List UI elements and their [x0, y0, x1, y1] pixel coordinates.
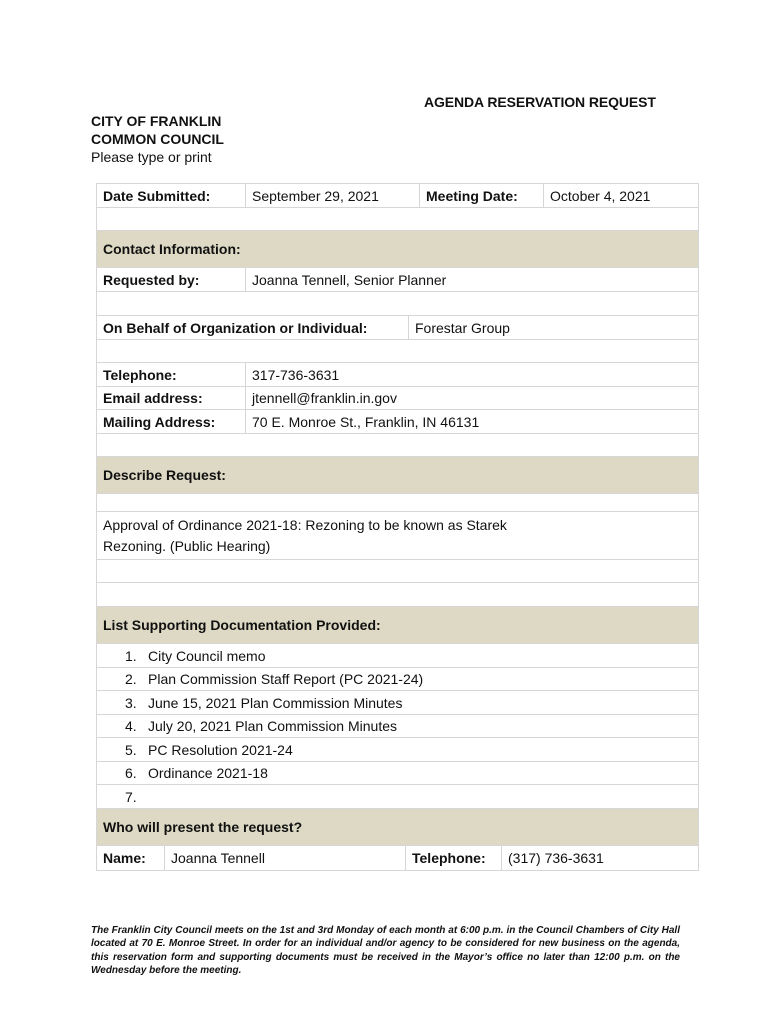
doc-number: 1. — [125, 647, 137, 664]
doc-text: Ordinance 2021-18 — [148, 765, 268, 781]
doc-text: PC Resolution 2021-24 — [148, 741, 293, 758]
describe-heading: Describe Request: — [103, 467, 226, 483]
council-name: COMMON COUNCIL — [91, 131, 224, 147]
doc-number: 7. — [125, 788, 137, 805]
request-line-1: Approval of Ordinance 2021-18: Rezoning to be known as Starek — [103, 517, 507, 533]
print-instruction: Please type or print — [91, 149, 212, 165]
date-submitted-field[interactable]: September 29, 2021 — [245, 184, 419, 207]
blank-row — [97, 583, 698, 607]
doc-text: Plan Commission Staff Report (PC 2021-24) — [148, 671, 424, 687]
blank-row — [97, 340, 698, 363]
email-label: Email address: — [103, 390, 203, 406]
email-field[interactable]: jtennell@franklin.in.gov — [245, 387, 698, 409]
date-row — [97, 184, 698, 208]
request-description-field[interactable] — [97, 512, 698, 560]
reservation-form — [96, 183, 699, 871]
contact-heading: Contact Information: — [103, 241, 241, 257]
doc-item[interactable] — [97, 691, 698, 715]
requested-by-row — [97, 268, 698, 292]
mailing-label: Mailing Address: — [103, 413, 216, 430]
doc-item[interactable] — [97, 762, 698, 785]
contact-heading-row — [97, 231, 698, 268]
doc-item[interactable] — [97, 668, 698, 691]
page-title: AGENDA RESERVATION REQUEST — [424, 94, 656, 110]
doc-number: 2. — [125, 671, 137, 687]
presenter-heading-row — [97, 809, 698, 846]
request-line-2: Rezoning. (Public Hearing) — [103, 538, 271, 554]
behalf-field[interactable]: Forestar Group — [408, 316, 698, 339]
requested-by-label: Requested by: — [103, 271, 200, 288]
doc-text: City Council memo — [148, 647, 266, 664]
behalf-label: On Behalf of Organization or Individual: — [103, 319, 368, 336]
blank-row — [97, 434, 698, 457]
blank-row — [97, 560, 698, 583]
presenter-phone-label: Telephone: — [405, 846, 501, 870]
docs-heading-row — [97, 607, 698, 644]
blank-row — [97, 292, 698, 316]
doc-number: 4. — [125, 718, 137, 734]
doc-item[interactable] — [97, 715, 698, 738]
doc-number: 3. — [125, 694, 137, 711]
doc-item[interactable] — [97, 644, 698, 668]
telephone-field[interactable]: 317-736-3631 — [245, 363, 698, 386]
describe-heading-row — [97, 457, 698, 494]
mailing-field[interactable]: 70 E. Monroe St., Franklin, IN 46131 — [245, 410, 698, 433]
doc-item[interactable] — [97, 785, 698, 809]
mailing-row — [97, 410, 698, 434]
meeting-schedule-note: The Franklin City Council meets on the 1st and 3rd Monday of each month at 6:00 p.m. in the Council Chambers of City Hall located at 70 E. Monroe Street. In order for an individual and/or agency to be considered for new business on the agenda, this reservation form and supporting documents must be received in the Mayor’s office no later than 12:00 p.m. on the Wednesday before the meeting. — [91, 925, 680, 977]
presenter-heading: Who will present the request? — [103, 819, 303, 835]
telephone-row — [97, 363, 698, 387]
name-field[interactable]: Joanna Tennell — [164, 846, 405, 870]
doc-number: 5. — [125, 741, 137, 758]
presenter-row — [97, 846, 698, 871]
presenter-phone-field[interactable]: (317) 736-3631 — [501, 846, 698, 870]
doc-number: 6. — [125, 765, 137, 781]
city-name: CITY OF FRANKLIN — [91, 113, 222, 129]
date-submitted-label: Date Submitted: — [103, 187, 211, 204]
requested-by-field[interactable]: Joanna Tennell, Senior Planner — [245, 268, 698, 291]
blank-row — [97, 494, 698, 512]
name-label: Name: — [103, 850, 146, 866]
doc-text: July 20, 2021 Plan Commission Minutes — [148, 718, 398, 734]
meeting-date-label: Meeting Date: — [419, 184, 543, 207]
behalf-row — [97, 316, 698, 340]
docs-heading: List Supporting Documentation Provided: — [103, 617, 381, 633]
organization-block — [91, 112, 224, 166]
doc-item[interactable] — [97, 738, 698, 762]
email-row — [97, 387, 698, 410]
telephone-label: Telephone: — [103, 366, 177, 383]
doc-text: June 15, 2021 Plan Commission Minutes — [148, 694, 403, 711]
meeting-date-field[interactable]: October 4, 2021 — [543, 184, 698, 207]
blank-row — [97, 208, 698, 231]
